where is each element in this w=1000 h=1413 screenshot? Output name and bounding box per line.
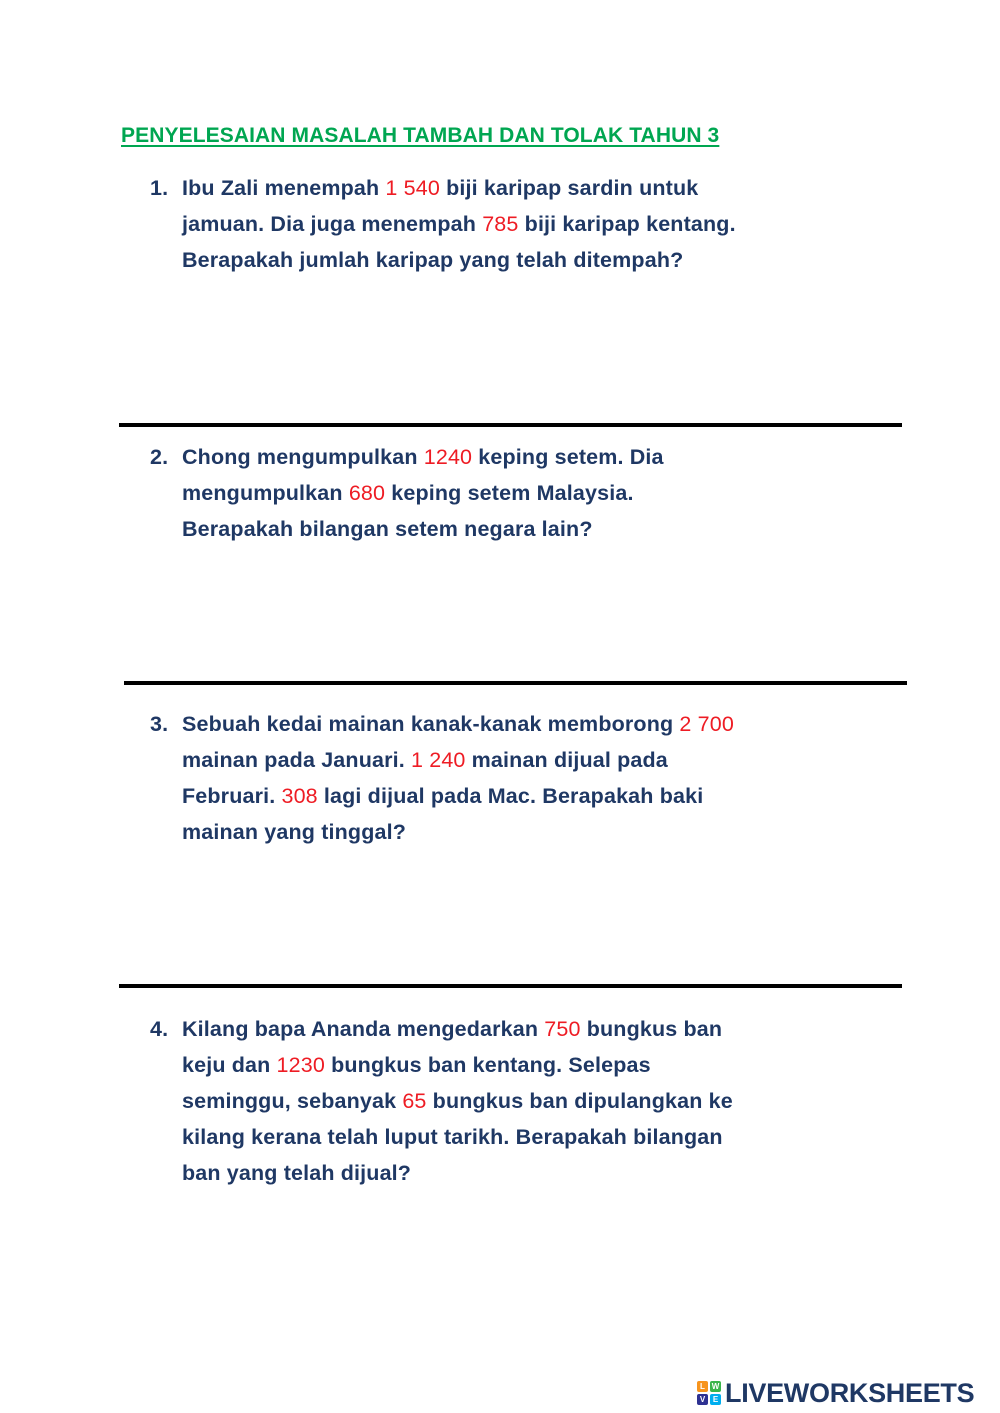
question-text: Kilang bapa Ananda mengedarkan: [182, 1017, 545, 1041]
question-1-line: [150, 170, 910, 206]
question-3-line: [150, 778, 910, 814]
question-text: mengumpulkan: [182, 481, 349, 505]
logo-mark-l: L: [697, 1381, 708, 1392]
question-text: Chong mengumpulkan: [182, 445, 424, 469]
liveworksheets-logo: [697, 1378, 974, 1408]
divider-3: [119, 984, 902, 988]
highlighted-number: 308: [281, 784, 318, 808]
question-text: seminggu, sebanyak: [182, 1089, 403, 1113]
question-2-line: [150, 511, 910, 547]
question-text: kilang kerana telah luput tarikh. Berapakah bilangan: [182, 1125, 723, 1149]
question-text: Sebuah kedai mainan kanak-kanak memborong: [182, 712, 680, 736]
highlighted-number: 65: [402, 1089, 427, 1113]
logo-mark-v: V: [697, 1394, 708, 1405]
question-text: biji karipap kentang.: [518, 212, 736, 236]
logo-mark-icon: [697, 1381, 721, 1405]
question-4-line: [150, 1155, 910, 1191]
question-number: 2.: [150, 445, 169, 469]
question-2-line: [150, 475, 910, 511]
highlighted-number: 1 240: [410, 748, 466, 772]
question-4: [150, 1011, 910, 1191]
highlighted-number: 1240: [423, 445, 473, 469]
question-text: mainan pada Januari.: [182, 748, 411, 772]
question-number: 3.: [150, 712, 169, 736]
question-text: ban yang telah dijual?: [182, 1161, 412, 1185]
question-1: [150, 170, 910, 278]
question-2-line: [150, 439, 910, 475]
worksheet-title: PENYELESAIAN MASALAH TAMBAH DAN TOLAK TAHUN 3: [121, 124, 720, 147]
question-3-line: [150, 814, 910, 850]
question-4-line: [150, 1011, 910, 1047]
logo-mark-e: E: [710, 1394, 721, 1405]
question-3-line: [150, 706, 910, 742]
question-text: lagi dijual pada Mac. Berapakah baki: [317, 784, 704, 808]
question-text: Berapakah jumlah karipap yang telah ditempah?: [182, 248, 684, 272]
question-text: keju dan: [182, 1053, 277, 1077]
divider-2: [124, 681, 907, 685]
question-number: 4.: [150, 1017, 169, 1041]
question-text: keping setem Malaysia.: [385, 481, 634, 505]
question-1-line: [150, 206, 910, 242]
question-text: Ibu Zali menempah: [182, 176, 386, 200]
logo-text: LIVEWORKSHEETS: [725, 1377, 975, 1408]
question-text: keping setem. Dia: [472, 445, 664, 469]
question-text: Berapakah bilangan setem negara lain?: [182, 517, 593, 541]
question-1-line: [150, 242, 910, 278]
question-number: 1.: [150, 176, 169, 200]
question-text: bungkus ban kentang. Selepas: [324, 1053, 651, 1077]
question-text: mainan yang tinggal?: [182, 820, 406, 844]
question-text: jamuan. Dia juga menempah: [182, 212, 483, 236]
highlighted-number: 750: [544, 1017, 581, 1041]
question-4-line: [150, 1047, 910, 1083]
question-4-line: [150, 1119, 910, 1155]
divider-1: [119, 423, 902, 427]
highlighted-number: 785: [482, 212, 519, 236]
highlighted-number: 1 540: [385, 176, 440, 200]
question-3: [150, 706, 910, 850]
question-text: bungkus ban: [580, 1017, 723, 1041]
question-text: Februari.: [182, 784, 282, 808]
question-text: biji karipap sardin untuk: [439, 176, 699, 200]
highlighted-number: 1230: [276, 1053, 325, 1077]
highlighted-number: 2 700: [679, 712, 734, 736]
question-2: [150, 439, 910, 547]
question-text: bungkus ban dipulangkan ke: [426, 1089, 733, 1113]
question-3-line: [150, 742, 910, 778]
question-4-line: [150, 1083, 910, 1119]
highlighted-number: 680: [348, 481, 386, 505]
question-text: mainan dijual pada: [465, 748, 668, 772]
logo-mark-w: W: [711, 1382, 720, 1391]
